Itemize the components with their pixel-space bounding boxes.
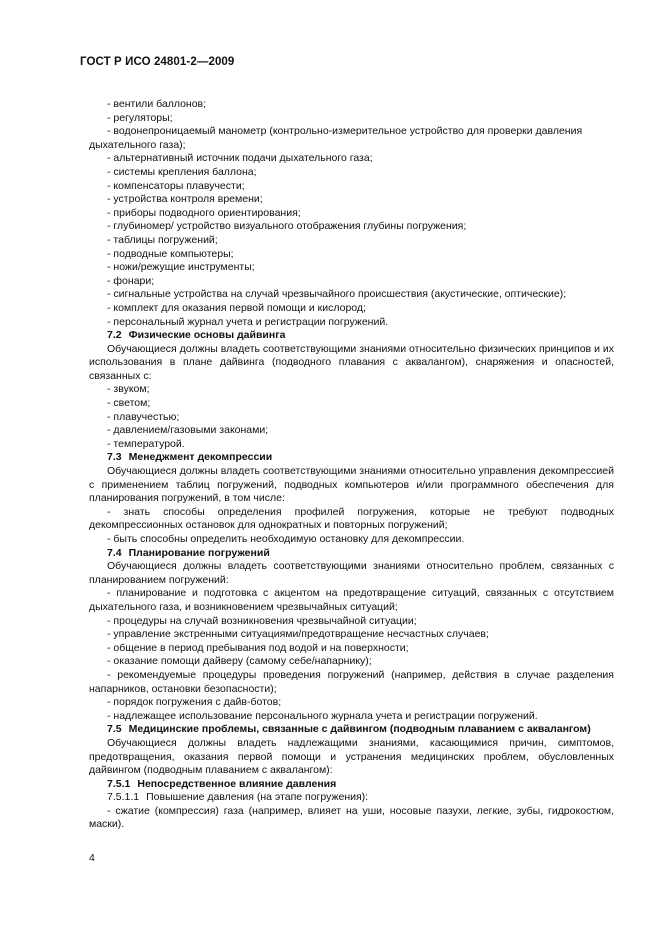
list-item: - ножи/режущие инструменты; xyxy=(107,261,255,274)
section-title: Повышение давления (на этапе погружения): xyxy=(146,791,369,804)
list-item: - водонепроницаемый манометр (контрольно-измерительное устройство для проверки давления дыхательного газа); xyxy=(89,125,583,151)
section-paragraph: Обучающиеся должны владеть соответствующими знаниями относительно управления декомпрессией с применением таблиц погружений, подводных компьютеров и/или программного обеспечения для планирования погружений, в том числе: xyxy=(89,465,614,505)
section-paragraph: Обучающиеся должны владеть соответствующими знаниями относительно физических принципов и их использования в плане дайвинга (подводного плавания с аквалангом), снаряжения и опасностей, связанных с: xyxy=(89,342,614,382)
page-number: 4 xyxy=(89,852,95,864)
section-title: Медицинские проблемы, связанные с дайвингом (подводным плаванием с аквалангом) xyxy=(128,723,591,736)
list-item: - глубиномер/ устройство визуального отображения глубины погружения; xyxy=(107,220,467,233)
list-item: - сжатие (компрессия) газа (например, влияет на уши, носовые пазухи, легкие, зубы, гидрокостюм, маски). xyxy=(89,804,614,831)
list-item: - звуком; xyxy=(107,383,150,396)
section-number: 7.5.1 xyxy=(107,777,131,790)
section-heading-7-3 xyxy=(89,451,614,465)
section-paragraph: Обучающиеся должны владеть надлежащими знаниями, касающимися причин, симптомов, предотвращения, оказания первой помощи и устранения медицинских проблем, обусловленных дайвингом (подводным плаванием с аквалангом): xyxy=(89,736,614,777)
section-heading-7-5-1 xyxy=(89,778,614,792)
list-item: - надлежащее использование персонального журнала учета и регистрации погружений. xyxy=(107,709,538,722)
equipment-list xyxy=(89,98,614,329)
list-item: - плавучестью; xyxy=(107,410,180,423)
section-title: Непосредственное влияние давления xyxy=(137,777,337,790)
list-item: - устройства контроля времени; xyxy=(107,193,263,206)
section-heading-7-5 xyxy=(89,723,614,737)
list-item: - давлением/газовыми законами; xyxy=(107,424,269,437)
list-item: - светом; xyxy=(107,397,151,410)
list-item: - альтернативный источник подачи дыхательного газа; xyxy=(107,152,373,165)
section-title: Планирование погружений xyxy=(128,546,270,559)
list-item: - подводные компьютеры; xyxy=(107,247,234,260)
list-item: - знать способы определения профилей погружения, которые не требуют подводных декомпрессионных остановок для однократных и повторных погружений; xyxy=(89,505,614,532)
list-item: - сигнальные устройства на случай чрезвычайного происшествия (акустические, оптические); xyxy=(107,288,567,301)
section-number: 7.5.1.1 xyxy=(107,791,140,804)
list-item: - фонари; xyxy=(107,274,155,287)
list-item: - приборы подводного ориентирования; xyxy=(107,206,301,219)
list-item: - компенсаторы плавучести; xyxy=(107,179,245,192)
section-heading-7-2 xyxy=(89,329,614,343)
list-item: - порядок погружения с дайв-ботов; xyxy=(107,696,282,709)
list-item: - комплект для оказания первой помощи и кислород; xyxy=(107,301,366,314)
document-body xyxy=(89,98,614,832)
list-item: - управление экстренными ситуациями/предотвращение несчастных случаев; xyxy=(107,628,489,641)
list-item: - температурой. xyxy=(107,437,185,450)
list-item: - общение в период пребывания под водой и на поверхности; xyxy=(107,641,409,654)
section-number: 7.4 xyxy=(107,546,122,559)
list-item: - системы крепления баллона; xyxy=(107,165,257,178)
list-item: - рекомендуемые процедуры проведения погружений (например, действия в случае разделения напарников, остановки безопасности); xyxy=(89,668,614,695)
list-item: - регуляторы; xyxy=(107,111,173,124)
list-item: - таблицы погружений; xyxy=(107,233,218,246)
list-item: - быть способны определить необходимую остановку для декомпрессии. xyxy=(107,533,465,545)
list-item: - оказание помощи дайверу (самому себе/напарнику); xyxy=(107,655,372,668)
section-number: 7.5 xyxy=(107,723,122,736)
section-number: 7.3 xyxy=(107,451,122,464)
section-title: Физические основы дайвинга xyxy=(128,329,286,342)
section-number: 7.2 xyxy=(107,329,122,342)
subsection-heading-7-5-1-1 xyxy=(89,791,614,805)
list-item: - планирование и подготовка с акцентом на предотвращение ситуаций, связанных с отсутствием дыхательного газа, и возникновением чрезвычайных ситуаций; xyxy=(89,587,614,613)
list-item: - вентили баллонов; xyxy=(107,98,207,110)
list-item: - процедуры на случай возникновения чрезвычайной ситуации; xyxy=(107,614,417,627)
section-title: Менеджмент декомпрессии xyxy=(128,451,273,464)
section-paragraph: Обучающиеся должны владеть соответствующими знаниями относительно проблем, связанных с планированием погружений: xyxy=(89,560,614,586)
list-item: - персональный журнал учета и регистрации погружений. xyxy=(107,315,389,328)
section-heading-7-4 xyxy=(89,547,614,561)
document-header: ГОСТ Р ИСО 24801-2—2009 xyxy=(80,56,235,68)
